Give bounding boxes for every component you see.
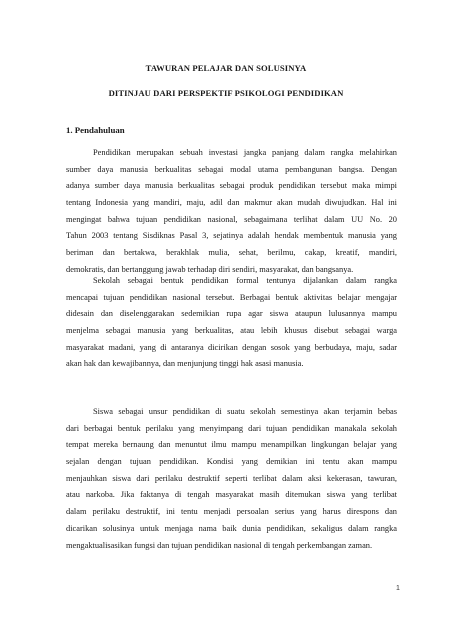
paragraph-line: mengingat bahwa tujuan pendidikan nasional, sebagaimana terlihat dalam UU No. 20: [66, 214, 397, 224]
paragraph-line: dalam perilaku destruktif, ini tentu menjadi persoalan serius yang harus direspons dan: [66, 507, 397, 517]
document-title: TAWURAN PELAJAR DAN SOLUSINYA: [145, 63, 307, 73]
page-number: 1: [396, 585, 400, 592]
paragraph-line: masyarakat madani, yang di antaranya dicirikan dengan sosok yang berbudaya, maju, sadar: [66, 342, 397, 352]
paragraph-line: Siswa sebagai unsur pendidikan di suatu sekolah semestinya akan terjamin bebas: [93, 407, 397, 416]
paragraph-line: menjauhkan siswa dari perilaku destruktif seperti terlibat dalam aksi kekerasan, tawuran,: [66, 473, 397, 483]
paragraph-2: [66, 273, 397, 373]
paragraph-line: beriman dan bertakwa, berakhlak mulia, sehat, berilmu, cakap, kreatif, mandiri,: [66, 248, 397, 258]
paragraph-3: [66, 404, 397, 554]
section-heading: 1. Pendahuluan: [66, 125, 125, 135]
paragraph-line: mencapai tujuan pendidikan nasional tersebut. Berbagai bentuk aktivitas belajar mengajar: [66, 292, 397, 302]
paragraph-line: menjelma sebagai manusia yang berkualitas, atau lebih khusus disebut sebagai warga: [66, 326, 397, 336]
paragraph-line: mengaktualisasikan fungsi dan tujuan pendidikan nasional di tengah perkembangan zaman.: [66, 540, 373, 550]
paragraph-line: akan hak dan kewajibannya, dan menjunjung tinggi hak asasi manusia.: [66, 359, 304, 369]
paragraph-line: sumber daya manusia berkualitas sebagai modal utama pembangunan bangsa. Dengan: [66, 164, 397, 174]
paragraph-line: tempat mereka bernaung dan menuntut ilmu mampu menampilkan lingkungan belajar yang: [66, 440, 397, 450]
paragraph-line: Tahun 2003 tentang Sisdiknas Pasal 3, sejatinya adalah hendak membentuk manusia yang: [66, 231, 397, 241]
paragraph-line: dari berbagai bentuk perilaku yang menyimpang dari tujuan pendidikan manakala sekolah: [66, 423, 397, 433]
paragraph-line: tentang Indonesia yang mandiri, maju, adil dan makmur akan mudah diwujudkan. Hal ini: [66, 198, 397, 208]
document-subtitle: DITINJAU DARI PERSPEKTIF PSIKOLOGI PENDIDIKAN: [108, 88, 344, 98]
paragraph-line: demokratis, dan bertanggung jawab terhadap diri sendiri, masyarakat, dan bangsanya.: [66, 264, 354, 274]
paragraph-line: atau narkoba. Jika faktanya di tengah masyarakat masih ditemukan siswa yang terlibat: [66, 490, 397, 500]
paragraph-line: didesain dan diselenggarakan sedemikian rupa agar siswa ataupun lulusannya mampu: [66, 309, 397, 319]
paragraph-line: Pendidikan merupakan sebuah investasi jangka panjang dalam rangka melahirkan: [93, 148, 397, 157]
paragraph-line: adanya sumber daya manusia berkualitas sebagai produk pendidikan tersebut maka mimpi: [66, 181, 397, 191]
paragraph-line: dicarikan solusinya untuk menjaga nama baik dunia pendidikan, sekaligus dalam rangka: [66, 523, 397, 533]
paragraph-1: [66, 145, 397, 279]
paragraph-line: Sekolah sebagai bentuk pendidikan formal tentunya dijalankan dalam rangka: [93, 276, 397, 285]
paragraph-line: sejalan dengan tujuan pendidikan. Kondisi yang demikian ini tentu akan mampu: [66, 457, 397, 467]
